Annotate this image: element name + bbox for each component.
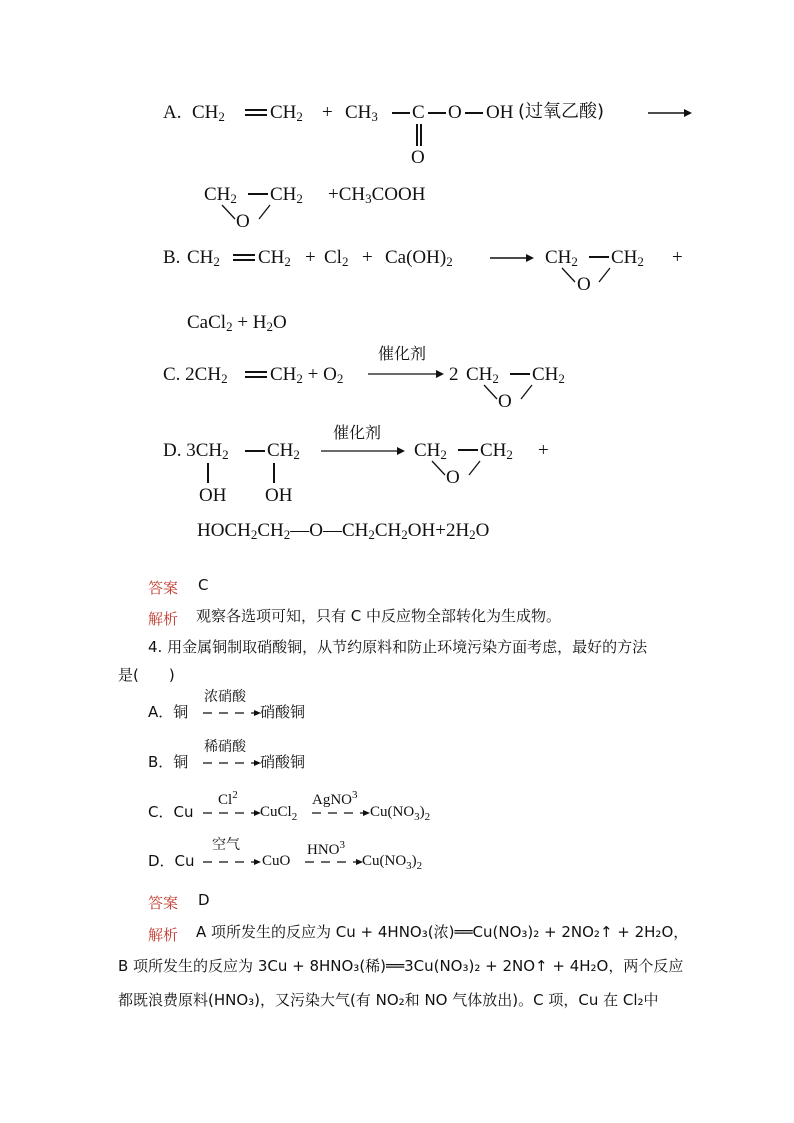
explain-tag: 解析 — [148, 610, 179, 628]
answer-value: C — [198, 576, 209, 594]
explain-text-cont: 都既浪费原料(HNO₃)，又污染大气(有 NO₂和 NO 气体放出)。C 项，Cu 在 Cl₂中 — [118, 991, 659, 1009]
catalyst-label: 催化剂 — [333, 423, 382, 442]
dashed-arrow — [312, 808, 370, 818]
dashed-arrow — [203, 758, 261, 768]
double-bond — [245, 109, 267, 111]
reaction-arrow — [368, 368, 444, 380]
reaction-arrow — [490, 252, 534, 264]
reaction-arrow — [321, 445, 405, 457]
carbonyl-bond — [416, 124, 418, 146]
explain-text: A 项所发生的反应为 Cu + 4HNO₃(浓)══Cu(NO₃)₂ + 2NO₂↑ + 2H₂O， — [196, 923, 689, 941]
dashed-arrow — [305, 857, 363, 867]
dashed-arrow — [203, 708, 261, 718]
reaction-arrow — [648, 107, 692, 119]
dashed-arrow — [203, 808, 261, 818]
explain-text-cont: B 项所发生的反应为 3Cu + 8HNO₃(稀)══3Cu(NO₃)₂ + 2NO↑ + 4H₂O，两个反应 — [118, 957, 684, 975]
question-4-text: 4. 用金属铜制取硝酸铜，从节约原料和防止环境污染方面考虑，最好的方法 — [148, 638, 648, 656]
catalyst-label: 催化剂 — [378, 344, 427, 363]
reaction-a-formula: $CH_2$ — [192, 102, 225, 124]
dashed-arrow — [203, 857, 261, 867]
reaction-a-label: A. — [163, 102, 182, 123]
question-4-text-cont: 是( ) — [118, 666, 175, 684]
peracetic-acid-name: (过氧乙酸) — [518, 101, 605, 122]
explain-tag: 解析 — [148, 926, 179, 944]
answer-tag: 答案 — [148, 579, 179, 597]
explain-text: 观察各选项可知，只有 C 中反应物全部转化为生成物。 — [196, 607, 562, 625]
answer-tag: 答案 — [148, 894, 179, 912]
answer-value: D — [198, 891, 210, 909]
